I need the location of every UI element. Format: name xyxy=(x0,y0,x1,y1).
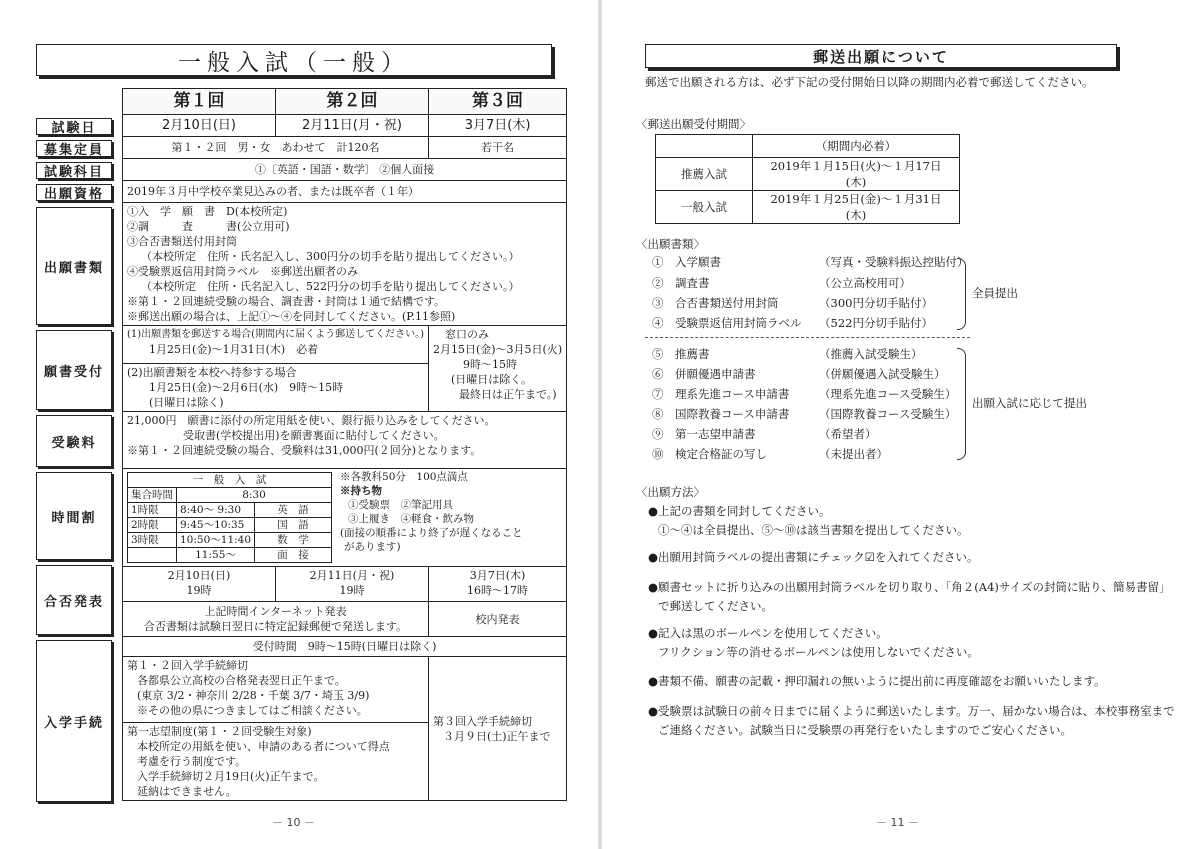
docs-heading: 〈出願書類〉 xyxy=(636,237,705,251)
capacity-r3: 若干名 xyxy=(428,137,566,159)
page-number-right: － 11 － xyxy=(876,816,919,829)
capacity-r12: 第１・２回 男・女 あわせて 計120名 xyxy=(123,137,429,159)
brace-group-2 xyxy=(957,348,966,460)
eligibility-row xyxy=(123,181,567,203)
timetable-period xyxy=(128,548,177,563)
fee-line: 受取書(学校提出用)を願書裏面に貼付してください。 xyxy=(183,429,445,442)
label-eligibility: 出願資格 xyxy=(36,184,112,201)
doc-line: ④受験票返信用封筒ラベル ※郵送出願者のみ xyxy=(127,265,358,278)
timetable-time: 8:30 xyxy=(177,488,332,503)
timetable-header: 一 般 入 試 xyxy=(128,473,332,488)
docs-group2-note: 出願入試に応じて提出 xyxy=(972,396,1087,410)
enrollment-r3-line: 第３回入学手続締切 xyxy=(432,714,532,728)
doc-item: ⑦ 理系先進コース申請書 （理系先進コース受験生） xyxy=(652,387,957,401)
label-capacity: 募集定員 xyxy=(36,140,112,157)
method-item: ●上記の書類を同封してください。 ①～④は全員提出、⑤～⑩は該当書類を提出してください。 xyxy=(648,504,969,537)
schedule-note: ※各教科50分 100点満点 xyxy=(340,471,468,483)
reception-window xyxy=(428,326,566,412)
result-time: 19時 xyxy=(339,584,365,597)
reception-mail-title: (1)出願書類を郵送する場合(期間内に届くよう郵送してください。) xyxy=(127,329,424,340)
result-3 xyxy=(428,567,566,602)
exam-date-1: 2月10日(日) xyxy=(123,115,276,137)
timetable-time: 8:40～ 9:30 xyxy=(177,503,255,518)
page-title-mail-application: 郵送出願について xyxy=(645,44,1117,68)
first-choice-line: 第一志望制度(第１・２回受験生対象) xyxy=(127,725,312,738)
mail-period-table xyxy=(655,134,960,224)
timetable-subject: 数 学 xyxy=(255,533,332,548)
timetable-time: 10:50～11:40 xyxy=(177,533,255,548)
period-exam-type: 一般入試 xyxy=(656,191,753,224)
timetable-row xyxy=(128,518,332,533)
method-item: ●受験票は試験日の前々日までに届くように郵送いたします。万一、届かない場合は、本校事務室まで ご連絡ください。試験当日に受験票の再発行をいたしますのでご安心ください。 xyxy=(648,704,1175,737)
timetable-subject: 英 語 xyxy=(255,503,332,518)
enrollment-first-choice xyxy=(123,723,429,801)
schedule-note: ※持ち物 xyxy=(340,485,383,497)
result-time: 19時 xyxy=(186,584,212,597)
timetable-row xyxy=(128,488,332,503)
label-documents: 出願書類 xyxy=(36,207,112,325)
schedule-cell xyxy=(123,469,567,567)
method-item: ●願書セットに折り込みの出願用封筒ラベルを切り取り、「角２(A4)サイズの封筒に貼り、簡易書留」 で郵送してください。 xyxy=(648,580,1171,613)
period-range: 2019年１月25日(金)～１月31日(木) xyxy=(753,191,960,224)
timetable-subject: 国 語 xyxy=(255,518,332,533)
doc-item: ⑩ 検定合格証の写し （未提出者） xyxy=(652,447,888,461)
reception-bring xyxy=(123,364,429,412)
reception-window-note: (日曜日は除く。 xyxy=(450,373,533,386)
label-fee: 受験料 xyxy=(36,415,112,467)
result-2 xyxy=(275,567,428,602)
period-corner xyxy=(656,135,753,158)
exam-date-3: 3月7日(木) xyxy=(428,115,566,137)
results-time-row xyxy=(123,567,567,602)
results-method-row xyxy=(123,602,567,637)
label-subjects: 試験科目 xyxy=(36,162,112,179)
round-header-row xyxy=(123,89,567,115)
doc-line: ①入 学 願 書 D(本校所定) xyxy=(127,205,288,218)
enrollment-row-1 xyxy=(123,657,567,723)
fee-line: ※第１・２回連続受験の場合、受験料は31,000円(２回分)となります。 xyxy=(127,444,482,457)
period-row xyxy=(656,158,960,191)
round-1-header: 第１回 xyxy=(123,89,276,115)
first-choice-line: 入学手続締切２月19日(火)正午まで。 xyxy=(137,770,325,783)
doc-item: ⑧ 国際教養コース申請書 （国際教養コース受験生） xyxy=(652,407,957,421)
result-time: 16時～17時 xyxy=(467,584,529,597)
reception-window-hours: 9時～15時 xyxy=(462,358,517,371)
results-internet: 上記時間インターネット発表 xyxy=(204,605,347,618)
page-gutter xyxy=(598,0,602,849)
timetable-subject: 面 接 xyxy=(255,548,332,563)
period-exam-type: 推薦入試 xyxy=(656,158,753,191)
intro-text: 郵送で出願される方は、必ず下記の受付開始日以降の期間内必着で郵送してください。 xyxy=(645,75,1094,89)
timetable-row xyxy=(128,503,332,518)
fee-row xyxy=(123,412,567,469)
reception-window-title: 窓口のみ xyxy=(444,328,489,341)
doc-item: ③ 合否書類送付用封筒 （300円分切手貼付） xyxy=(652,296,933,310)
doc-line: ※郵送出願の場合は、上記①～④を同封してください。(P.11参照) xyxy=(127,310,456,323)
period-col-header: （期間内必着） xyxy=(753,135,960,158)
first-choice-line: 延納はできません。 xyxy=(137,785,237,798)
reception-window-note: 最終日は正午まで。) xyxy=(458,388,557,401)
fee-cell xyxy=(123,412,567,469)
timetable-period: 3時限 xyxy=(128,533,177,548)
reception-bring-title: (2)出願書類を本校へ持参する場合 xyxy=(127,366,297,379)
capacity-row xyxy=(123,137,567,159)
enrollment-r3 xyxy=(428,657,566,801)
subjects-text: ①〔英語・国語・数学〕 ②個人面接 xyxy=(123,159,567,181)
doc-line: ③合否書類送付用封筒 xyxy=(127,235,237,248)
label-reception: 願書受付 xyxy=(36,330,112,410)
doc-line: （本校所定 住所・氏名記入し、522円分の切手を貼り提出してください。） xyxy=(141,280,520,293)
enrollment-hours: 受付時間 9時～15時(日曜日は除く) xyxy=(123,637,567,657)
method-item: ●記入は黒のボールペンを使用してください。 フリクション等の消せるボールペンは使用しないでください。 xyxy=(648,626,979,659)
doc-line: （本校所定 住所・氏名記入し、300円分の切手を貼り提出してください。） xyxy=(141,250,520,263)
label-exam-date: 試験日 xyxy=(36,118,112,135)
enrollment-line: ※その他の県につきましてはご相談ください。 xyxy=(137,704,368,717)
enrollment-line: 各都県公立高校の合格発表翌日正午まで。 xyxy=(137,674,346,687)
label-enrollment: 入学手続 xyxy=(36,640,112,802)
timetable-row xyxy=(128,548,332,563)
label-schedule: 時間割 xyxy=(36,472,112,560)
timetable-period: 2時限 xyxy=(128,518,177,533)
general-exam-table xyxy=(122,88,567,801)
round-2-header: 第２回 xyxy=(275,89,428,115)
eligibility-text: 2019年３月中学校卒業見込みの者、または既卒者（１年） xyxy=(123,181,567,203)
schedule-note: があります) xyxy=(344,541,401,553)
enrollment-line: (東京 3/2・神奈川 2/28・千葉 3/7・埼玉 3/9) xyxy=(137,689,370,702)
reception-bring-note: (日曜日は除く) xyxy=(149,396,224,409)
result-date: 2月10日(日) xyxy=(167,569,231,582)
timetable-time: 11:55～ xyxy=(177,548,255,563)
enrollment-r3-line: ３月９日(土)正午まで xyxy=(442,729,551,743)
reception-mail-period: 1月25日(金)～1月31日(木) 必着 xyxy=(149,343,319,356)
schedule-note: (面接の順番により終了が遅くなること xyxy=(340,527,523,539)
documents-cell xyxy=(123,203,567,326)
timetable-period: 1時限 xyxy=(128,503,177,518)
fee-line: 21,000円 願書に添付の所定用紙を使い、銀行振り込みをしてください。 xyxy=(127,414,496,427)
result-date: 3月7日(木) xyxy=(469,569,526,582)
doc-item: ④ 受験票返信用封筒ラベル （522円分切手貼付） xyxy=(652,316,933,330)
schedule-notes xyxy=(340,470,523,565)
period-row xyxy=(656,191,960,224)
docs-group1-note: 全員提出 xyxy=(972,286,1018,300)
period-heading: 〈郵送出願受付期間〉 xyxy=(636,117,751,131)
timetable-period: 集合時間 xyxy=(128,488,177,503)
doc-item: ⑤ 推薦書 （推薦入試受験生） xyxy=(652,347,923,361)
first-choice-line: 考慮を行う制度です。 xyxy=(137,755,247,768)
timetable-time: 9:45～10:35 xyxy=(177,518,255,533)
result-date: 2月11日(月・祝) xyxy=(309,569,395,582)
doc-item: ⑥ 併願優遇申請書 （併願優遇入試受験生） xyxy=(652,367,946,381)
schedule-note: ③上履き ④軽食・飲み物 xyxy=(348,513,475,525)
schedule-note: ①受験票 ②筆記用具 xyxy=(348,499,454,511)
doc-item: ① 入学願書 （写真・受験料振込控貼付） xyxy=(652,255,969,269)
timetable xyxy=(127,472,332,563)
enrollment-r12 xyxy=(123,657,429,723)
reception-window-period: 2月15日(金)～3月5日(火) xyxy=(432,343,563,356)
round-3-header: 第３回 xyxy=(428,89,566,115)
result-1 xyxy=(123,567,276,602)
docs-divider xyxy=(645,337,970,338)
subjects-row xyxy=(123,159,567,181)
exam-date-2: 2月11日(月・祝) xyxy=(275,115,428,137)
enrollment-line: 第１・２回入学手続締切 xyxy=(127,659,248,672)
reception-bring-period: 1月25日(金)～2月6日(水) 9時～15時 xyxy=(149,381,344,394)
page-number-left: － 10 － xyxy=(272,816,315,829)
reception-mail xyxy=(123,326,429,364)
doc-item: ② 調査書 （公立高校用可） xyxy=(652,276,911,290)
documents-row xyxy=(123,203,567,326)
method-item: ●書類不備、願書の記載・押印漏れの無いように提出前に再度確認をお願いいたします。 xyxy=(648,674,1106,688)
method-item: ●出願用封筒ラベルの提出書類にチェック☑を入れてください。 xyxy=(648,550,979,564)
schedule-row xyxy=(123,469,567,567)
results-school: 校内発表 xyxy=(428,602,566,637)
label-results: 合否発表 xyxy=(36,565,112,635)
timetable-row xyxy=(128,533,332,548)
doc-line: ※第１・２回連続受験の場合、調査書・封筒は１通で結構です。 xyxy=(127,295,446,308)
results-method xyxy=(123,602,429,637)
page-title-general-exam: 一般入試（一般） xyxy=(36,44,552,76)
reception-row-1 xyxy=(123,326,567,364)
period-header-row xyxy=(656,135,960,158)
results-mail: 合否書類は試験日翌日に特定記録郵便で発送します。 xyxy=(143,620,408,633)
method-heading: 〈出願方法〉 xyxy=(636,485,705,499)
doc-item: ⑨ 第一志望申請書 （希望者） xyxy=(652,427,877,441)
exam-date-row xyxy=(123,115,567,137)
period-range: 2019年１月15日(火)～１月17日(木) xyxy=(753,158,960,191)
first-choice-line: 本校所定の用紙を使い、申請のある者について得点 xyxy=(137,740,390,753)
brace-group-1 xyxy=(957,258,966,330)
doc-line: ②調 査 書(公立用可) xyxy=(127,220,290,233)
enrollment-hours-row xyxy=(123,637,567,657)
